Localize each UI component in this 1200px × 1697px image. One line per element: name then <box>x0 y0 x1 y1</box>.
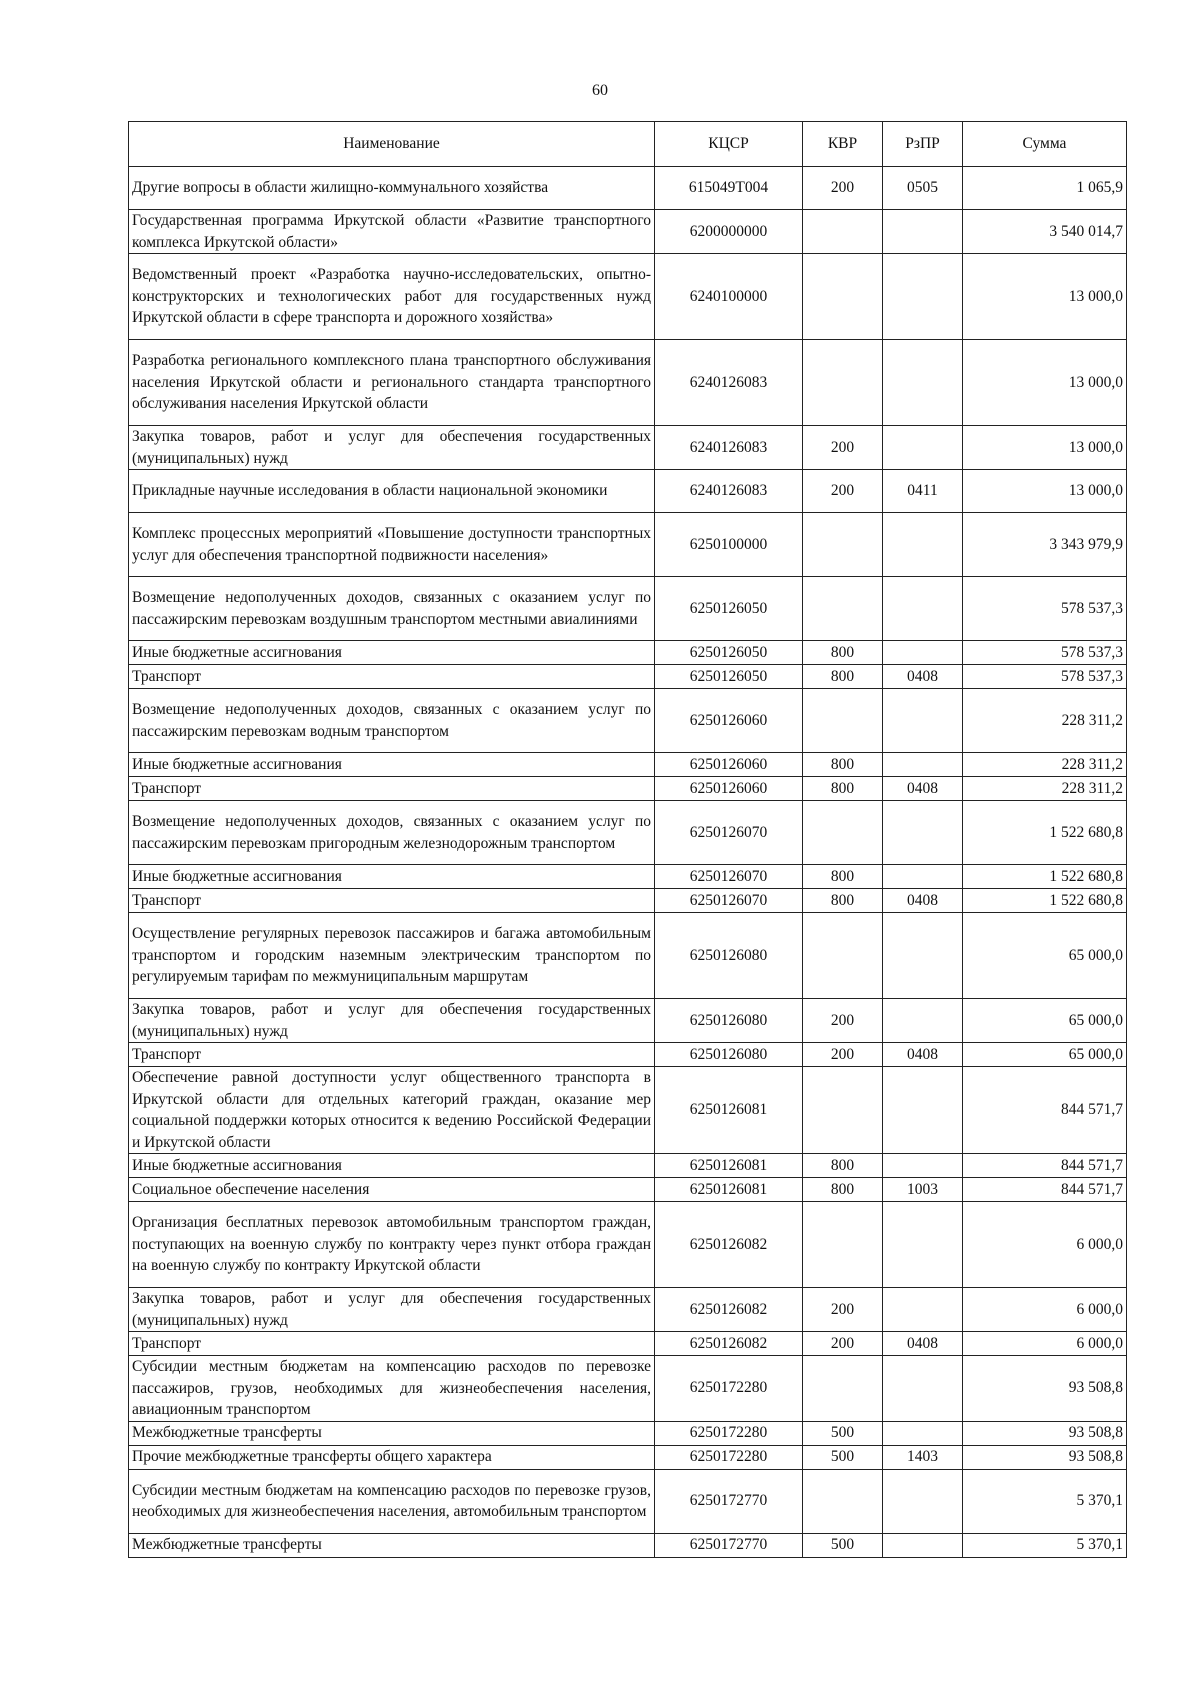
table-row <box>129 641 1127 665</box>
row-code: 6240100000 <box>655 254 803 340</box>
row-rzpr: 0408 <box>883 665 963 689</box>
table-row <box>129 753 1127 777</box>
table-row <box>129 426 1127 470</box>
row-sum: 228 311,2 <box>963 777 1127 801</box>
row-code: 6250126081 <box>655 1067 803 1154</box>
row-name: Государственная программа Иркутской области «Развитие транспортного комплекса Иркутской области» <box>129 210 655 254</box>
row-kvr <box>803 689 883 753</box>
table-row <box>129 999 1127 1043</box>
row-rzpr: 0408 <box>883 889 963 913</box>
table-row <box>129 1288 1127 1332</box>
row-code: 6250172770 <box>655 1469 803 1533</box>
row-sum: 844 571,7 <box>963 1067 1127 1154</box>
row-kvr: 800 <box>803 641 883 665</box>
row-kvr: 800 <box>803 1178 883 1202</box>
row-kvr: 200 <box>803 1288 883 1332</box>
table-row <box>129 1043 1127 1067</box>
row-code: 6250172280 <box>655 1445 803 1469</box>
table-row <box>129 1067 1127 1154</box>
row-name: Закупка товаров, работ и услуг для обеспечения государственных (муниципальных) нужд <box>129 999 655 1043</box>
row-code: 6250126080 <box>655 913 803 999</box>
table-row <box>129 777 1127 801</box>
row-rzpr <box>883 641 963 665</box>
row-sum: 3 540 014,7 <box>963 210 1127 254</box>
row-name: Иные бюджетные ассигнования <box>129 865 655 889</box>
row-rzpr <box>883 801 963 865</box>
row-code: 6250172280 <box>655 1356 803 1422</box>
row-rzpr <box>883 340 963 426</box>
row-rzpr <box>883 513 963 577</box>
row-kvr <box>803 513 883 577</box>
row-kvr <box>803 1356 883 1422</box>
row-sum: 13 000,0 <box>963 426 1127 470</box>
row-kvr <box>803 1067 883 1154</box>
row-kvr: 800 <box>803 753 883 777</box>
table-row <box>129 513 1127 577</box>
row-name: Иные бюджетные ассигнования <box>129 753 655 777</box>
row-kvr <box>803 210 883 254</box>
row-rzpr <box>883 1421 963 1445</box>
row-name: Иные бюджетные ассигнования <box>129 641 655 665</box>
row-kvr <box>803 1202 883 1288</box>
row-name: Транспорт <box>129 1043 655 1067</box>
table-row <box>129 801 1127 865</box>
row-name: Разработка регионального комплексного плана транспортного обслуживания населения Иркутской области и регионального стандарта транспортного обслуживания населения Иркутской области <box>129 340 655 426</box>
row-code: 6250126080 <box>655 999 803 1043</box>
row-sum: 13 000,0 <box>963 470 1127 513</box>
header-sum: Сумма <box>963 122 1127 167</box>
row-code: 6250100000 <box>655 513 803 577</box>
row-rzpr <box>883 577 963 641</box>
row-sum: 93 508,8 <box>963 1445 1127 1469</box>
row-code: 6240126083 <box>655 426 803 470</box>
table-row <box>129 210 1127 254</box>
table-row <box>129 913 1127 999</box>
row-kvr: 200 <box>803 426 883 470</box>
row-kvr: 800 <box>803 777 883 801</box>
row-kvr: 500 <box>803 1421 883 1445</box>
table-row <box>129 1154 1127 1178</box>
row-code: 6250126050 <box>655 577 803 641</box>
row-code: 615049T004 <box>655 167 803 210</box>
row-kvr <box>803 577 883 641</box>
row-rzpr <box>883 689 963 753</box>
row-rzpr <box>883 1469 963 1533</box>
row-code: 6250126070 <box>655 801 803 865</box>
row-code: 6240126083 <box>655 470 803 513</box>
row-rzpr <box>883 254 963 340</box>
row-kvr: 200 <box>803 1332 883 1356</box>
row-name: Прочие межбюджетные трансферты общего характера <box>129 1445 655 1469</box>
row-sum: 13 000,0 <box>963 340 1127 426</box>
table-row <box>129 889 1127 913</box>
row-code: 6250126050 <box>655 665 803 689</box>
row-sum: 844 571,7 <box>963 1178 1127 1202</box>
row-rzpr <box>883 1154 963 1178</box>
row-kvr: 800 <box>803 865 883 889</box>
row-code: 6250126070 <box>655 865 803 889</box>
row-name: Субсидии местным бюджетам на компенсацию расходов по перевозке пассажиров, грузов, необходимых для жизнеобеспечения населения, авиационным транспортом <box>129 1356 655 1422</box>
row-sum: 6 000,0 <box>963 1202 1127 1288</box>
table-row <box>129 1533 1127 1557</box>
row-code: 6250126060 <box>655 777 803 801</box>
table-row <box>129 340 1127 426</box>
row-sum: 1 522 680,8 <box>963 801 1127 865</box>
row-code: 6250126060 <box>655 689 803 753</box>
row-sum: 6 000,0 <box>963 1288 1127 1332</box>
row-name: Другие вопросы в области жилищно-коммунального хозяйства <box>129 167 655 210</box>
row-code: 6250126082 <box>655 1288 803 1332</box>
table-row <box>129 865 1127 889</box>
row-kvr <box>803 913 883 999</box>
row-sum: 93 508,8 <box>963 1356 1127 1422</box>
table-row <box>129 1356 1127 1422</box>
row-kvr <box>803 801 883 865</box>
row-sum: 5 370,1 <box>963 1469 1127 1533</box>
row-code: 6250126082 <box>655 1332 803 1356</box>
row-name: Социальное обеспечение населения <box>129 1178 655 1202</box>
row-sum: 13 000,0 <box>963 254 1127 340</box>
row-name: Межбюджетные трансферты <box>129 1421 655 1445</box>
row-code: 6250126081 <box>655 1154 803 1178</box>
row-rzpr <box>883 913 963 999</box>
row-sum: 65 000,0 <box>963 999 1127 1043</box>
row-sum: 65 000,0 <box>963 1043 1127 1067</box>
row-sum: 1 522 680,8 <box>963 865 1127 889</box>
row-name: Закупка товаров, работ и услуг для обеспечения государственных (муниципальных) нужд <box>129 426 655 470</box>
row-sum: 844 571,7 <box>963 1154 1127 1178</box>
row-kvr: 500 <box>803 1533 883 1557</box>
table-row <box>129 470 1127 513</box>
row-kvr <box>803 254 883 340</box>
row-sum: 228 311,2 <box>963 689 1127 753</box>
row-rzpr <box>883 1202 963 1288</box>
table-row <box>129 1421 1127 1445</box>
row-name: Организация бесплатных перевозок автомобильным транспортом граждан, поступающих на военную службу по контракту через пункт отбора граждан на военную службу по контракту Иркутской области <box>129 1202 655 1288</box>
row-rzpr <box>883 999 963 1043</box>
row-name: Транспорт <box>129 1332 655 1356</box>
row-code: 6250126082 <box>655 1202 803 1288</box>
row-code: 6250126081 <box>655 1178 803 1202</box>
row-kvr: 200 <box>803 167 883 210</box>
row-code: 6200000000 <box>655 210 803 254</box>
row-sum: 1 522 680,8 <box>963 889 1127 913</box>
row-rzpr <box>883 1067 963 1154</box>
row-kvr: 800 <box>803 889 883 913</box>
table-row <box>129 577 1127 641</box>
row-name: Субсидии местным бюджетам на компенсацию расходов по перевозке грузов, необходимых для жизнеобеспечения населения, автомобильным транспортом <box>129 1469 655 1533</box>
row-rzpr <box>883 753 963 777</box>
table-row <box>129 1469 1127 1533</box>
row-code: 6250126050 <box>655 641 803 665</box>
row-kvr: 800 <box>803 1154 883 1178</box>
table-row <box>129 689 1127 753</box>
row-sum: 578 537,3 <box>963 665 1127 689</box>
row-code: 6250172280 <box>655 1421 803 1445</box>
row-sum: 6 000,0 <box>963 1332 1127 1356</box>
row-rzpr <box>883 865 963 889</box>
row-code: 6250172770 <box>655 1533 803 1557</box>
row-kvr: 500 <box>803 1445 883 1469</box>
row-sum: 228 311,2 <box>963 753 1127 777</box>
row-code: 6250126070 <box>655 889 803 913</box>
table-row <box>129 254 1127 340</box>
row-rzpr <box>883 210 963 254</box>
row-sum: 3 343 979,9 <box>963 513 1127 577</box>
row-sum: 65 000,0 <box>963 913 1127 999</box>
table-row <box>129 167 1127 210</box>
row-kvr <box>803 1469 883 1533</box>
row-rzpr <box>883 426 963 470</box>
row-name: Возмещение недополученных доходов, связанных с оказанием услуг по пассажирским перевозкам пригородным железнодорожным транспортом <box>129 801 655 865</box>
row-kvr <box>803 340 883 426</box>
table-row <box>129 1202 1127 1288</box>
row-name: Иные бюджетные ассигнования <box>129 1154 655 1178</box>
row-name: Возмещение недополученных доходов, связанных с оказанием услуг по пассажирским перевозкам воздушным транспортом местными авиалиниями <box>129 577 655 641</box>
row-kvr: 200 <box>803 470 883 513</box>
row-sum: 93 508,8 <box>963 1421 1127 1445</box>
row-rzpr: 1003 <box>883 1178 963 1202</box>
budget-table <box>128 121 1127 1558</box>
row-rzpr <box>883 1288 963 1332</box>
header-name: Наименование <box>129 122 655 167</box>
row-kvr: 200 <box>803 1043 883 1067</box>
row-sum: 5 370,1 <box>963 1533 1127 1557</box>
row-name: Транспорт <box>129 665 655 689</box>
row-name: Прикладные научные исследования в области национальной экономики <box>129 470 655 513</box>
row-code: 6240126083 <box>655 340 803 426</box>
table-row <box>129 1332 1127 1356</box>
row-name: Возмещение недополученных доходов, связанных с оказанием услуг по пассажирским перевозкам водным транспортом <box>129 689 655 753</box>
row-kvr: 800 <box>803 665 883 689</box>
row-sum: 578 537,3 <box>963 577 1127 641</box>
header-kvr: КВР <box>803 122 883 167</box>
row-rzpr <box>883 1356 963 1422</box>
header-code: КЦСР <box>655 122 803 167</box>
row-sum: 1 065,9 <box>963 167 1127 210</box>
row-name: Транспорт <box>129 889 655 913</box>
table-row <box>129 665 1127 689</box>
row-name: Межбюджетные трансферты <box>129 1533 655 1557</box>
row-name: Транспорт <box>129 777 655 801</box>
row-name: Ведомственный проект «Разработка научно-исследовательских, опытно-конструкторских и технологических работ для государственных нужд Иркутской области в сфере транспорта и дорожного хозяйства» <box>129 254 655 340</box>
row-rzpr: 0411 <box>883 470 963 513</box>
header-rzpr: РзПР <box>883 122 963 167</box>
row-code: 6250126080 <box>655 1043 803 1067</box>
row-kvr: 200 <box>803 999 883 1043</box>
page-number: 60 <box>592 82 608 99</box>
table-header-row <box>129 122 1127 167</box>
row-rzpr: 1403 <box>883 1445 963 1469</box>
row-rzpr <box>883 1533 963 1557</box>
table-row <box>129 1445 1127 1469</box>
row-name: Комплекс процессных мероприятий «Повышение доступности транспортных услуг для обеспечения транспортной подвижности населения» <box>129 513 655 577</box>
row-name: Обеспечение равной доступности услуг общественного транспорта в Иркутской области для отдельных категорий граждан, оказание мер социальной поддержки которых относится к ведению Российской Федерации и Иркутской области <box>129 1067 655 1154</box>
row-code: 6250126060 <box>655 753 803 777</box>
table-row <box>129 1178 1127 1202</box>
row-name: Осуществление регулярных перевозок пассажиров и багажа автомобильным транспортом и городским наземным электрическим транспортом по регулируемым тарифам по межмуниципальным маршрутам <box>129 913 655 999</box>
row-name: Закупка товаров, работ и услуг для обеспечения государственных (муниципальных) нужд <box>129 1288 655 1332</box>
row-rzpr: 0505 <box>883 167 963 210</box>
row-rzpr: 0408 <box>883 777 963 801</box>
row-sum: 578 537,3 <box>963 641 1127 665</box>
row-rzpr: 0408 <box>883 1043 963 1067</box>
row-rzpr: 0408 <box>883 1332 963 1356</box>
